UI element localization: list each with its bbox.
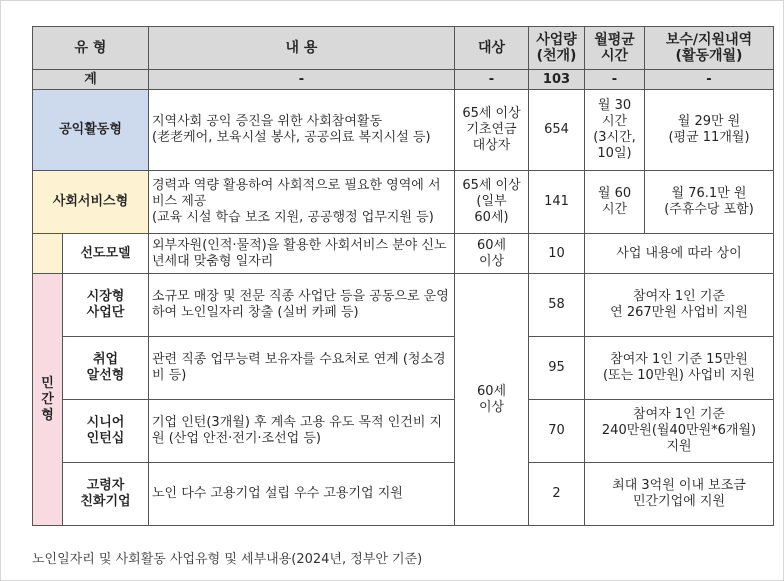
market-content: 소규모 매장 및 전문 직종 사업단 등을 공동으로 운영하여 노인일자리 창출 (실버 카페 등) [149,274,455,337]
social-hours: 월 60 시간 [585,171,645,234]
pilot-label: 선도모델 [63,234,149,274]
market-pay: 참여자 1인 기준 연 267만원 사업비 지원 [585,274,774,337]
placement-volume: 95 [529,337,585,400]
social-target: 65세 이상 (일부 60세) [455,171,529,234]
pilot-content: 외부자원(인적·물적)을 활용한 사회서비스 분야 신노년세대 맞춤형 일자리 [149,234,455,274]
friendly-label: 고령자 친화기업 [63,463,149,526]
social-row [33,171,774,234]
public-hours: 월 30 시간 (3시간, 10일) [585,90,645,171]
friendly-row [33,463,774,526]
social-pay: 월 76.1만 원 (주휴수당 포함) [645,171,774,234]
total-target: - [455,70,529,90]
private-group-label: 민 간 형 [33,274,63,526]
social-volume: 141 [529,171,585,234]
total-volume: 103 [529,70,585,90]
total-content: - [149,70,455,90]
total-row [33,70,774,90]
senior-intern-pay: 참여자 1인 기준 240만원(월40만원*6개월) 지원 [585,400,774,463]
social-content: 경력과 역량 활용하여 사회적으로 필요한 영역에 서비스 제공 (교육 시설 학습 보조 지원, 공공행정 업무지원 등) [149,171,455,234]
senior-intern-volume: 70 [529,400,585,463]
pilot-pay: 사업 내용에 따라 상이 [585,234,774,274]
senior-intern-content: 기업 인턴(3개월) 후 계속 고용 유도 목적 인건비 지원 (산업 안전·전기·조선업 등) [149,400,455,463]
senior-intern-row [33,400,774,463]
pilot-row [33,234,774,274]
social-group-spacer [33,234,63,274]
header-row [33,27,774,70]
header-type: 유 형 [33,27,149,70]
placement-label: 취업 알선형 [63,337,149,400]
public-label: 공익활동형 [33,90,149,171]
friendly-content: 노인 다수 고용기업 설립 우수 고용기업 지원 [149,463,455,526]
header-pay: 보수/지원내역 (활동개월) [645,27,774,70]
friendly-volume: 2 [529,463,585,526]
total-label: 계 [33,70,149,90]
pilot-target: 60세 이상 [455,234,529,274]
total-hours: - [585,70,645,90]
friendly-pay: 최대 3억원 이내 보조금 민간기업에 지원 [585,463,774,526]
public-content: 지역사회 공익 증진을 위한 사회참여활동 (老老케어, 보육시설 봉사, 공공의료 복지시설 등) [149,90,455,171]
placement-row [33,337,774,400]
header-volume: 사업량 (천개) [529,27,585,70]
social-label: 사회서비스형 [33,171,149,234]
total-pay: - [645,70,774,90]
header-monthly-hours: 월평균 시간 [585,27,645,70]
table-caption: 노인일자리 및 사회활동 사업유형 및 세부내용(2024년, 정부안 기준) [32,552,423,567]
header-content: 내 용 [149,27,455,70]
private-target: 60세 이상 [455,274,529,526]
market-volume: 58 [529,274,585,337]
public-pay: 월 29만 원 (평균 11개월) [645,90,774,171]
header-target: 대상 [455,27,529,70]
placement-pay: 참여자 1인 기준 15만원 (또는 10만원) 사업비 지원 [585,337,774,400]
public-row [33,90,774,171]
market-row [33,274,774,337]
placement-content: 관련 직종 업무능력 보유자를 수요처로 연계 (청소경비 등) [149,337,455,400]
market-label: 시장형 사업단 [63,274,149,337]
public-volume: 654 [529,90,585,171]
pilot-volume: 10 [529,234,585,274]
program-table [32,26,774,526]
public-target: 65세 이상 기초연금 대상자 [455,90,529,171]
senior-intern-label: 시니어 인턴십 [63,400,149,463]
